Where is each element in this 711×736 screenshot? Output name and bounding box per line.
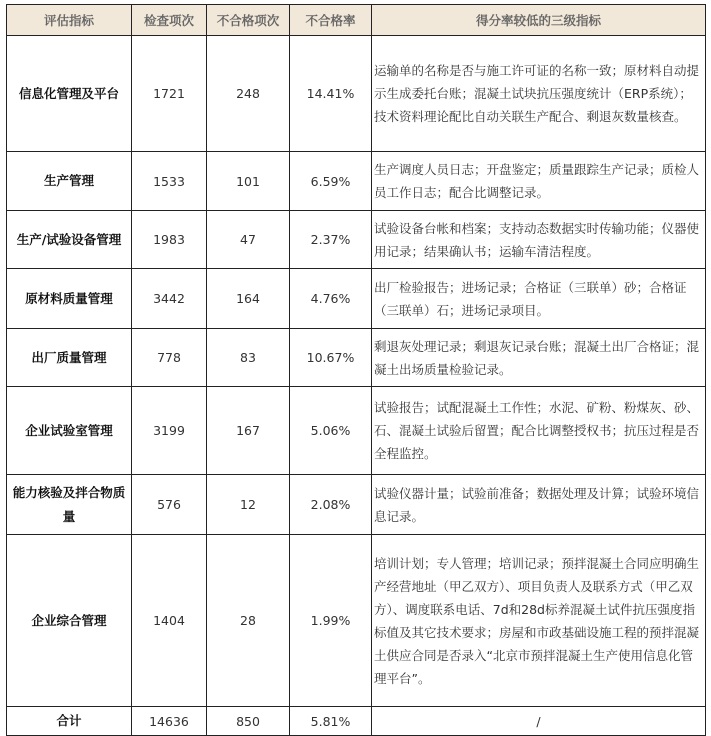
row-checks: 1721 [132,36,207,152]
inspection-table [6,4,706,736]
row-checks: 1983 [132,211,207,269]
row-detail: 生产调度人员日志；开盘鉴定；质量跟踪生产记录；质检人员工作日志；配合比调整记录。 [372,152,706,211]
header-rate: 不合格率 [290,5,372,36]
row-checks: 576 [132,475,207,535]
table-row [7,211,706,269]
row-failed: 47 [207,211,290,269]
total-rate: 5.81% [290,707,372,736]
row-rate: 2.37% [290,211,372,269]
row-name: 能力核验及拌合物质量 [7,475,132,535]
row-name: 生产管理 [7,152,132,211]
row-name: 出厂质量管理 [7,329,132,387]
table-row [7,387,706,475]
header-failed: 不合格项次 [207,5,290,36]
row-failed: 83 [207,329,290,387]
table-row [7,535,706,707]
row-failed: 164 [207,269,290,329]
row-failed: 12 [207,475,290,535]
header-row [7,5,706,36]
table-row [7,475,706,535]
row-rate: 6.59% [290,152,372,211]
total-checks: 14636 [132,707,207,736]
row-rate: 5.06% [290,387,372,475]
table-row [7,152,706,211]
row-detail: 剩退灰处理记录；剩退灰记录台账；混凝土出厂合格证；混凝土出场质量检验记录。 [372,329,706,387]
table-row [7,269,706,329]
row-checks: 3199 [132,387,207,475]
row-checks: 1533 [132,152,207,211]
row-name: 原材料质量管理 [7,269,132,329]
row-detail: 出厂检验报告；进场记录；合格证（三联单）砂；合格证（三联单）石；进场记录项目。 [372,269,706,329]
header-indicator: 评估指标 [7,5,132,36]
row-name: 信息化管理及平台 [7,36,132,152]
row-checks: 3442 [132,269,207,329]
header-checks: 检查项次 [132,5,207,36]
total-failed: 850 [207,707,290,736]
row-rate: 2.08% [290,475,372,535]
row-failed: 28 [207,535,290,707]
row-detail: 试验报告；试配混凝土工作性；水泥、矿粉、粉煤灰、砂、石、混凝土试验后留置；配合比调整授权书；抗压过程是否全程监控。 [372,387,706,475]
row-name: 企业综合管理 [7,535,132,707]
row-name: 生产/试验设备管理 [7,211,132,269]
row-failed: 248 [207,36,290,152]
row-rate: 10.67% [290,329,372,387]
total-row [7,707,706,736]
total-label: 合计 [7,707,132,736]
row-detail: 试验设备台帐和档案；支持动态数据实时传输功能；仪器使用记录；结果确认书；运输车清洁程度。 [372,211,706,269]
row-detail: 培训计划；专人管理；培训记录；预拌混凝土合同应明确生产经营地址（甲乙双方）、项目负责人及联系方式（甲乙双方）、调度联系电话、7d和28d标养混凝土试件抗压强度指标值及其它技术要求；房屋和市政基础设施工程的预拌混凝土供应合同是否录入“北京市预拌混凝土生产使用信息化管理平台”。 [372,535,706,707]
row-failed: 167 [207,387,290,475]
table-row [7,36,706,152]
table-row [7,329,706,387]
row-rate: 1.99% [290,535,372,707]
row-checks: 778 [132,329,207,387]
row-detail: 试验仪器计量；试验前准备；数据处理及计算；试验环境信息记录。 [372,475,706,535]
total-detail: / [372,707,706,736]
row-failed: 101 [207,152,290,211]
row-checks: 1404 [132,535,207,707]
row-rate: 4.76% [290,269,372,329]
row-name: 企业试验室管理 [7,387,132,475]
header-detail: 得分率较低的三级指标 [372,5,706,36]
row-rate: 14.41% [290,36,372,152]
row-detail: 运输单的名称是否与施工许可证的名称一致；原材料自动提示生成委托台账；混凝土试块抗压强度统计（ERP系统）；技术资料理论配比自动关联生产配合、剩退灰数量核查。 [372,36,706,152]
